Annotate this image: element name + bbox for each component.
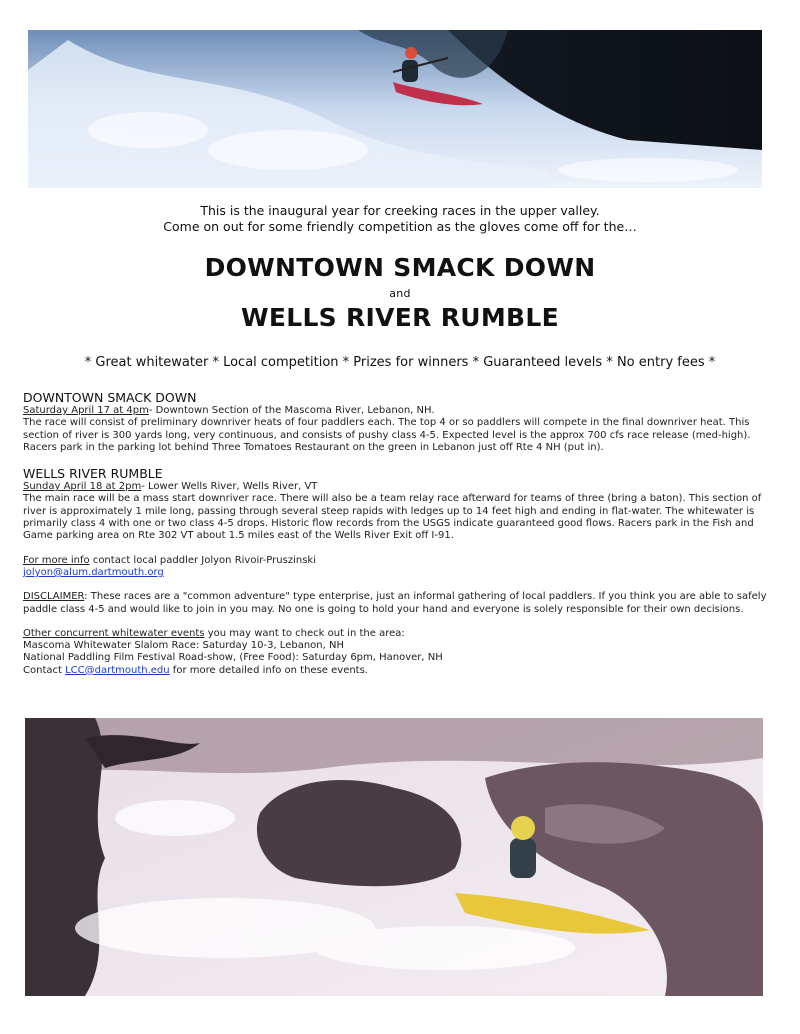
bottom-rapids-photo <box>25 718 763 996</box>
smackdown-title: DOWNTOWN SMACK DOWN <box>23 390 197 405</box>
rapids-image <box>25 718 763 996</box>
smackdown-when: Saturday April 17 at 4pm <box>23 405 149 416</box>
intro-line-1: This is the inaugural year for creeking races in the upper valley. <box>200 203 600 218</box>
lcc-email-link[interactable]: LCC@dartmouth.edu <box>65 664 170 676</box>
features-line: * Great whitewater * Local competition * Prizes for winners * Guaranteed levels * No entry fees * <box>84 355 716 370</box>
rumble-where: - Lower Wells River, Wells River, VT <box>141 481 318 493</box>
smackdown-body: The race will consist of preliminary downriver heats of four paddlers each. The top 4 or so paddlers will compete in the final downriver heat. This section of river is 300 yards long, very continuous, and consists of pushy class 4-5. Expected level is the approx 700 cfs race release (med-high). Racers park in the parking lot behind Three Tomatoes Restaurant on the green in Lebanon just off Rte 4 NH (put in). <box>23 417 751 453</box>
other-contact-post: for more detailed info on these events. <box>169 664 368 676</box>
rumble-body: The main race will be a mass start downriver race. There will also be a team relay race afterward for teams of three (bring a baton). This section of river is approximately 1 mile long, passing through several steep rapids with ledges up to 14 feet high and ending in flat-water. The whitewater is primarily class 4 with one or two class 4-5 drops. Historic flow records from the USGS indicate guaranteed good flows. Racers park in the Fish and Game parking area on Rte 302 VT about 1.5 miles east of the Wells River Exit off I-91. <box>23 493 762 542</box>
waterfall-image <box>28 30 762 188</box>
headline-wells-river: WELLS RIVER RUMBLE <box>240 303 560 332</box>
disclaimer-text: : These races are a "common adventure" type enterprise, just an informal gathering of local paddlers. If you think you are able to safely paddle class 4-5 and would like to join in you may. No one is going to hold your hand and everyone is solely responsible for their own decisions. <box>23 591 767 615</box>
intro-line-2: Come on out for some friendly competition as the gloves come off for the… <box>163 219 637 234</box>
disclaimer <box>23 591 768 616</box>
contact-line <box>23 555 768 567</box>
rumble-details <box>23 481 768 493</box>
other-event-2: National Paddling Film Festival Road-show, (Free Food): Saturday 6pm, Hanover, NH <box>23 652 443 664</box>
smackdown-details <box>23 405 768 417</box>
disclaimer-label: DISCLAIMER <box>23 591 85 603</box>
other-contact <box>23 665 768 677</box>
other-events-intro <box>23 628 768 640</box>
rumble-when: Sunday April 18 at 2pm <box>23 481 142 493</box>
intro-text <box>0 203 800 235</box>
other-contact-pre: Contact <box>23 664 66 676</box>
headline-smack-down: DOWNTOWN SMACK DOWN <box>204 253 596 282</box>
other-event-1: Mascoma Whitewater Slalom Race: Saturday 10-3, Lebanon, NH <box>23 640 344 652</box>
smackdown-where: - Downtown Section of the Mascoma River, Lebanon, NH. <box>148 405 435 416</box>
contact-label: For more info <box>23 554 90 566</box>
rumble-title: WELLS RIVER RUMBLE <box>23 466 163 482</box>
top-waterfall-photo <box>28 30 762 188</box>
other-events-text: you may want to check out in the area: <box>204 627 405 639</box>
contact-text: contact local paddler Jolyon Rivoir-Pruszinski <box>89 554 316 566</box>
headline-and: and <box>389 287 411 300</box>
event-details <box>23 390 768 677</box>
contact-email-link[interactable]: jolyon@alum.dartmouth.org <box>23 566 164 578</box>
other-events-label: Other concurrent whitewater events <box>23 627 205 639</box>
